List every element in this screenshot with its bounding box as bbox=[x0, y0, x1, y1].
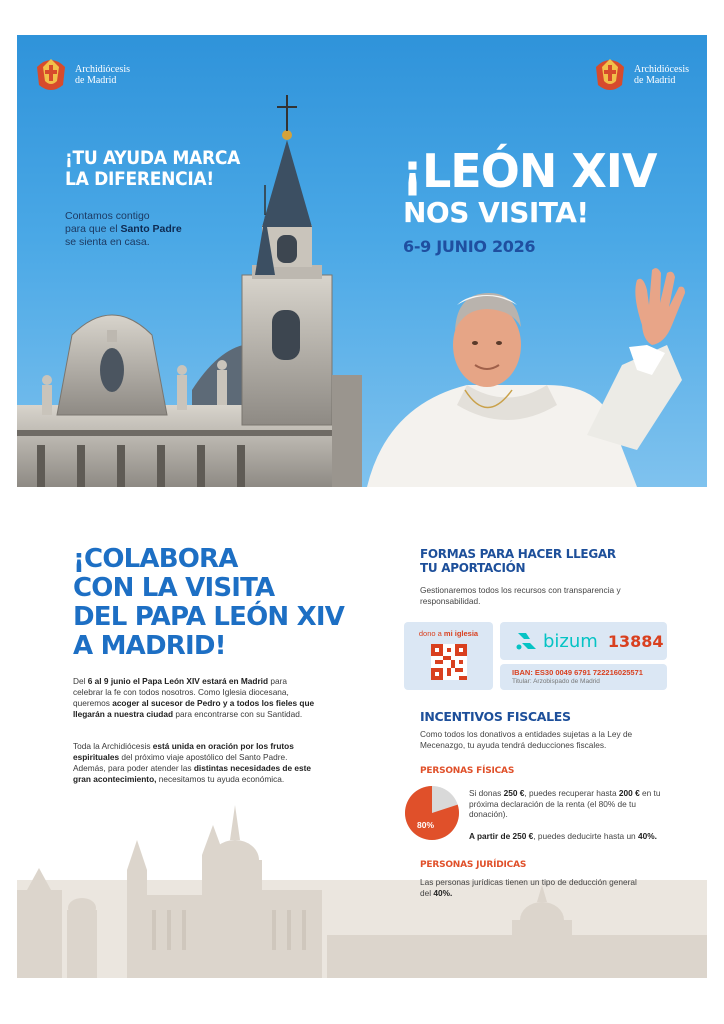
text-run: en tu próxima declaración de la renta (el 80% de tu donación). bbox=[469, 788, 661, 819]
iban-card bbox=[500, 664, 667, 690]
formas-heading-line2: TU APORTACIÓN bbox=[420, 561, 526, 575]
bizum-wordmark: bizum bbox=[543, 630, 598, 652]
bizum-card[interactable] bbox=[500, 622, 667, 660]
archdiocese-logo-left bbox=[33, 55, 130, 95]
colabora-headline bbox=[73, 545, 344, 661]
incentivos-description: Como todos los donativos a entidades sujetas a la Ley de Mecenazgo, tu ayuda tendrá deducciones fiscales. bbox=[420, 729, 633, 750]
formas-heading bbox=[420, 547, 616, 575]
dono-label-bold: mi iglesia bbox=[443, 629, 479, 638]
text-run-bold: 40%. bbox=[637, 831, 657, 841]
help-subtext bbox=[65, 210, 182, 249]
text-run: necesitamos tu ayuda económica. bbox=[156, 774, 285, 784]
logo-text-line1: Archidiócesis bbox=[75, 64, 130, 75]
text-run: Las personas jurídicas tienen un tipo de deducción general del bbox=[420, 877, 637, 898]
text-run-bold: distintas necesidades de este gran acontecimiento, bbox=[73, 763, 311, 784]
text-run: Del bbox=[73, 676, 88, 686]
colabora-line4: A MADRID! bbox=[73, 631, 226, 661]
dono-label bbox=[404, 629, 493, 638]
leon-xiv-title: ¡LEÓN XIV bbox=[402, 144, 657, 198]
colabora-line1: ¡COLABORA bbox=[73, 544, 238, 574]
pope-photo-illustration bbox=[347, 235, 707, 487]
logo-text-line2: de Madrid bbox=[75, 75, 117, 86]
hero-banner bbox=[17, 35, 707, 487]
text-run-bold: 200 € bbox=[618, 788, 640, 798]
formas-heading-line1: FORMAS PARA HACER LLEGAR bbox=[420, 547, 616, 561]
archdiocese-crest-icon bbox=[33, 55, 69, 95]
iban-number: IBAN: ES30 0049 6791 722216025571 bbox=[512, 668, 643, 677]
dono-a-mi-iglesia-card[interactable] bbox=[404, 622, 493, 690]
text-run-bold: está unida en oración por los frutos espirituales bbox=[73, 741, 294, 762]
bizum-logo-icon bbox=[516, 631, 538, 651]
help-subtext-line1: Contamos contigo bbox=[65, 210, 150, 222]
text-run: , puedes recuperar hasta bbox=[524, 788, 619, 798]
help-headline-line2: LA DIFERENCIA! bbox=[65, 168, 214, 190]
text-run-bold: A partir de 250 € bbox=[469, 831, 534, 841]
help-subtext-line3: se sienta en casa. bbox=[65, 236, 150, 248]
formas-description: Gestionaremos todos los recursos con transparencia y responsabilidad. bbox=[420, 585, 621, 606]
pie-percent-label: 80% bbox=[417, 820, 435, 830]
text-run-bold: 40%. bbox=[433, 888, 453, 898]
juridicas-description bbox=[420, 877, 650, 899]
text-run: del próximo viaje apostólico del Santo Padre. Además, para poder atender las bbox=[73, 752, 288, 773]
bizum-number: 13884 bbox=[607, 631, 664, 651]
text-run: , puedes deducirte hasta un bbox=[533, 831, 638, 841]
personas-juridicas-heading: PERSONAS JURÍDICAS bbox=[420, 860, 527, 870]
text-run: para celebrar la fe con todos nosotros. Como Iglesia diocesana, queremos bbox=[73, 676, 289, 708]
text-run-bold: 6 al 9 junio el Papa León XIV estará en Madrid bbox=[87, 676, 269, 686]
text-run-bold: 250 € bbox=[503, 788, 525, 798]
deduction-pie-chart bbox=[405, 786, 459, 840]
help-subtext-line2: para que el bbox=[65, 223, 121, 235]
text-run-bold: acoger al sucesor de Pedro y a todos los fieles que llegarán a nuestra ciudad bbox=[73, 698, 315, 719]
text-run: Si donas bbox=[469, 788, 504, 798]
logo-text-line2: de Madrid bbox=[634, 75, 676, 86]
colabora-line2: CON LA VISITA bbox=[73, 573, 275, 603]
text-run: Toda la Archidiócesis bbox=[73, 741, 153, 751]
colabora-line3: DEL PAPA LEÓN XIV bbox=[73, 602, 345, 632]
archdiocese-logo-right bbox=[592, 55, 689, 95]
personas-fisicas-heading: PERSONAS FÍSICAS bbox=[420, 766, 515, 776]
nos-visita-title: NOS VISITA! bbox=[403, 196, 589, 229]
santo-padre-bold: Santo Padre bbox=[120, 223, 182, 235]
help-headline bbox=[65, 148, 240, 190]
dono-label-light: dono a bbox=[418, 629, 444, 638]
help-headline-line1: ¡TU AYUDA MARCA bbox=[65, 147, 240, 169]
qr-code-icon[interactable] bbox=[431, 644, 467, 680]
iban-holder: Titular: Arzobispado de Madrid bbox=[512, 678, 600, 685]
text-run: para encontrarse con su Santidad. bbox=[173, 709, 303, 719]
visit-date: 6-9 JUNIO 2026 bbox=[403, 237, 536, 256]
prayer-paragraph bbox=[73, 741, 318, 785]
visit-paragraph bbox=[73, 676, 318, 720]
incentivos-heading: INCENTIVOS FISCALES bbox=[420, 709, 571, 724]
logo-text-line1: Archidiócesis bbox=[634, 64, 689, 75]
donas-text bbox=[469, 788, 674, 820]
archdiocese-crest-icon bbox=[592, 55, 628, 95]
a-partir-text bbox=[469, 831, 689, 842]
